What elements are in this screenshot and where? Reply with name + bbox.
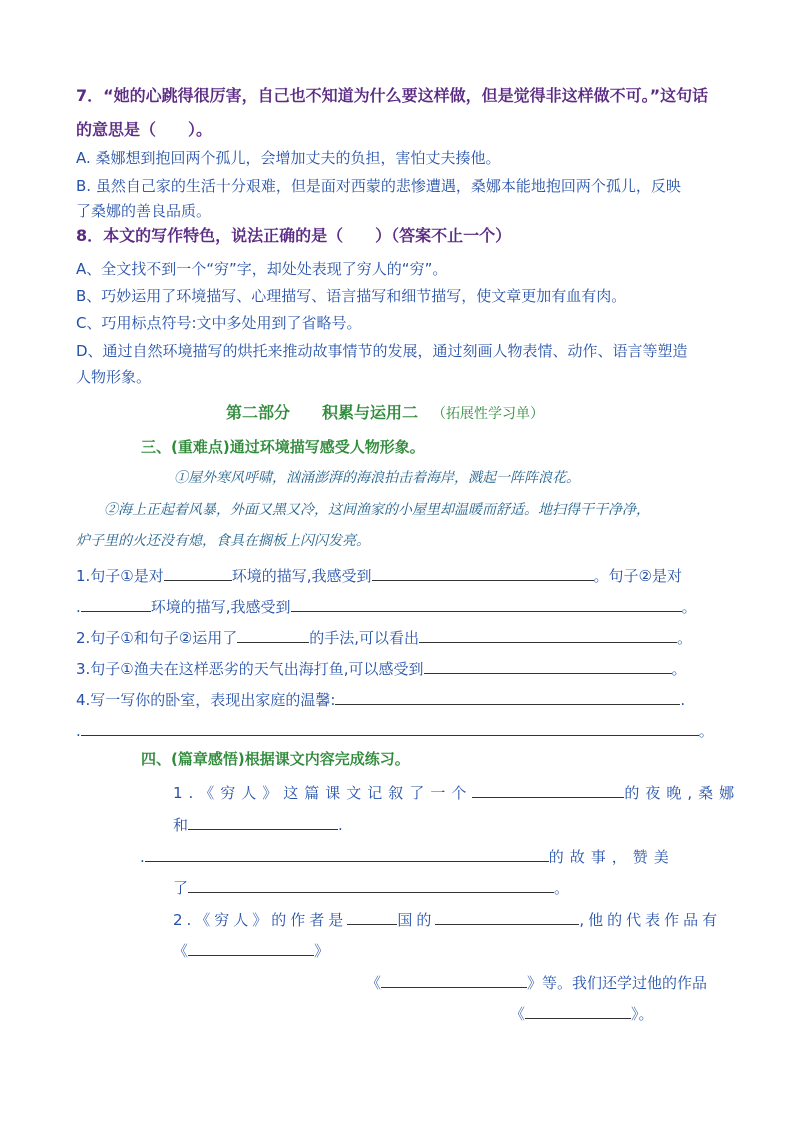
s4-text-l3b: 的故事，赞美 (548, 848, 675, 866)
section3-q4-line1 (76, 690, 685, 708)
q2-text-b: 的手法,可以看出 (309, 629, 419, 647)
q8-title: 8．本文的写作特色，说法正确的是（ ）（答案不止一个） (76, 226, 512, 245)
q4-blank-line1[interactable] (335, 690, 680, 705)
q3-blank[interactable] (424, 659, 672, 674)
q1-text-e: 环境的描写,我感受到 (150, 598, 291, 616)
s4-text-l4b: 。 (554, 879, 570, 897)
part2-subtitle: （拓展性学习单） (432, 406, 545, 422)
s4-blank-work2[interactable] (381, 973, 527, 988)
section3-quote2-line2: 炉子里的火还没有熄，食具在搁板上闪闪发亮。 (76, 533, 370, 549)
q4-text-b: . (680, 691, 686, 709)
s4-text-l8a: 《 (510, 1005, 526, 1023)
q1-text-a: 1.句子①是对 (76, 567, 164, 585)
s4-text-l2b: . (338, 816, 343, 834)
s4-text-l5c: ,他的代表作品有 (579, 911, 722, 929)
section4-l6 (173, 941, 329, 959)
q4-text-d: 。 (698, 722, 714, 740)
q2-text-a: 2.句子①和句子②运用了 (76, 629, 238, 647)
s4-text-l3a: . (140, 848, 145, 866)
q7-option-b-line2: 了桑娜的善良品质。 (76, 202, 212, 220)
q8-option-d-line2: 人物形象。 (76, 368, 152, 386)
s4-text-l6b: 》 (314, 942, 330, 960)
q4-text-c: . (76, 722, 81, 740)
section4-l4 (173, 878, 569, 896)
q2-text-c: 。 (677, 629, 693, 647)
q1-blank-env1[interactable] (164, 566, 232, 581)
s4-blank-praise[interactable] (188, 878, 554, 893)
section3-quote1: ①屋外寒风呼啸，汹涌澎湃的海浪拍击着海岸，溅起一阵阵浪花。 (174, 470, 580, 486)
q7-option-a: A. 桑娜想到抱回两个孤儿，会增加丈夫的负担，害怕丈夫揍他。 (76, 149, 501, 167)
s4-text-l2a: 和 (173, 816, 189, 834)
q1-blank-feel2[interactable] (291, 597, 682, 612)
q1-text-d: . (76, 598, 81, 616)
q2-blank-technique[interactable] (237, 628, 309, 643)
q2-blank-see[interactable] (419, 628, 677, 643)
section3-q3 (76, 659, 687, 677)
q4-text-a: 4.写一写你的卧室，表现出家庭的温馨: (76, 691, 336, 709)
q1-blank-env2[interactable] (81, 597, 151, 612)
s4-text-l8b: 》。 (631, 1005, 654, 1023)
q1-text-c: 。句子②是对 (593, 567, 682, 585)
part2-title: 第二部分 积累与运用二 (226, 403, 419, 422)
s4-blank-story[interactable] (145, 847, 549, 862)
q8-option-c: C、巧用标点符号:文中多处用到了省略号。 (76, 314, 362, 332)
q1-text-b: 环境的描写,我感受到 (231, 567, 372, 585)
section4-l5 (173, 910, 721, 928)
s4-blank-author[interactable] (435, 910, 579, 925)
q8-option-d-line1: D、通过自然环境描写的烘托来推动故事情节的发展，通过刻画人物表情、动作、语言等塑造 (76, 342, 688, 360)
q8-option-b: B、巧妙运用了环境描写、心理描写、语言描写和细节描写，使文章更加有血有肉。 (76, 287, 627, 305)
q1-text-f: 。 (681, 598, 697, 616)
section3-q2 (76, 628, 692, 646)
section4-l1 (173, 783, 740, 801)
s4-text-l6a: 《 (173, 942, 189, 960)
section4-l8 (510, 1004, 654, 1022)
s4-text-l7a: 《 (366, 974, 382, 992)
section4-l7 (366, 973, 707, 991)
q8-option-a: A、全文找不到一个“穷”字，却处处表现了穷人的“穷”。 (76, 260, 448, 278)
s4-text-l7b: 》等。我们还学过他的作品 (527, 974, 708, 992)
section4-l3 (140, 847, 675, 865)
section4-l2 (173, 815, 343, 833)
q1-blank-feel1[interactable] (372, 566, 594, 581)
s4-blank-country[interactable] (347, 910, 397, 925)
section4-heading: 四、(篇章感悟)根据课文内容完成练习。 (141, 750, 410, 768)
s4-text-l5a: 2.《穷人》的作者是 (173, 911, 348, 929)
q3-text-b: 。 (671, 660, 687, 678)
q7-option-b-line1: B. 虽然自己家的生活十分艰难，但是面对西蒙的悲惨遭遇，桑娜本能地抱回两个孤儿，反映 (76, 177, 681, 195)
s4-blank-work3[interactable] (525, 1004, 631, 1019)
q7-line2: 的意思是（ ）。 (76, 120, 213, 139)
section3-heading: 三、(重难点)通过环境描写感受人物形象。 (141, 438, 425, 456)
s4-text-l5b: 国的 (397, 911, 436, 929)
s4-blank-work1[interactable] (188, 941, 314, 956)
s4-text-l1a: 1.《穷人》这篇课文记叙了一个 (173, 784, 473, 802)
section3-quote2-line1: ②海上正起着风暴，外面又黑又冷，这间渔家的小屋里却温暖而舒适。地扫得干干净净， (104, 502, 650, 518)
section3-q4-line2 (76, 721, 714, 739)
s4-text-l4a: 了 (173, 879, 189, 897)
section3-q1-line1 (76, 566, 682, 584)
q7-line1: 7．“她的心跳得很厉害，自己也不知道为什么要这样做，但是觉得非这样做不可。”这句话 (76, 86, 709, 105)
s4-blank-night[interactable] (472, 783, 624, 798)
s4-text-l1b: 的夜晚,桑娜 (624, 784, 741, 802)
part2-heading (226, 405, 544, 421)
q3-text-a: 3.句子①渔夫在这样恶劣的天气出海打鱼,可以感受到 (76, 660, 424, 678)
s4-blank-and[interactable] (188, 815, 338, 830)
section3-q1-line2 (76, 597, 697, 615)
q4-blank-line2[interactable] (81, 721, 699, 736)
